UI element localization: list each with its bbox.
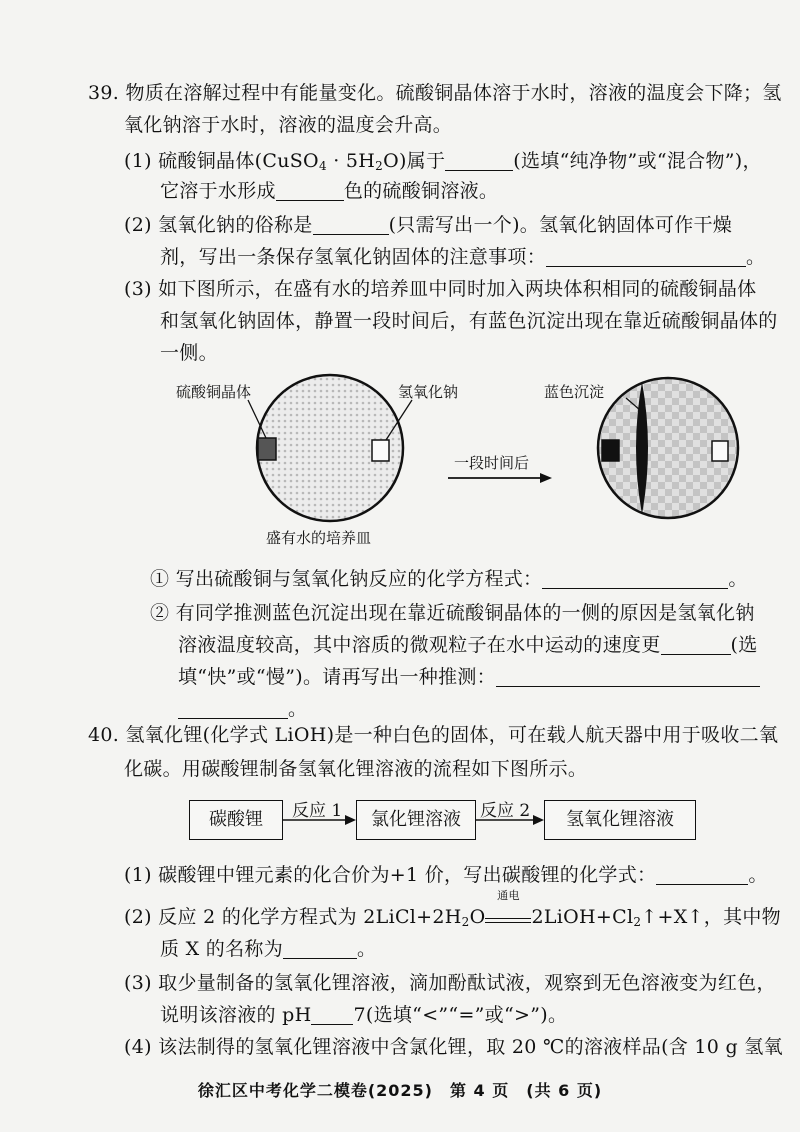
q40-part2 xyxy=(124,889,781,935)
q40-p2-rhs-pre: 2LiOH+Cl xyxy=(531,906,634,928)
q39-p1-post: O)属于 xyxy=(383,150,446,172)
q40-part3-line2 xyxy=(160,1002,567,1028)
flow-arrow-2-head xyxy=(533,815,544,825)
q39-sub2-l2-post: (选 xyxy=(730,634,758,656)
q40-p1-pre: (1) 碳酸锂中锂元素的化合价为+1 价，写出碳酸锂的化学式： xyxy=(124,864,657,886)
q40-p2-rhs-post: ↑+X↑，其中物 xyxy=(641,906,781,928)
q39-p2-pre: (2) 氢氧化钠的俗称是 xyxy=(124,214,313,236)
answer-blank-10[interactable] xyxy=(311,1004,353,1025)
q39-sub1-pre: ① 写出硫酸铜与氢氧化钠反应的化学方程式： xyxy=(150,568,543,590)
q39-sub2-line4 xyxy=(178,696,307,722)
q39-part3-line3: 一侧。 xyxy=(160,342,218,364)
q39-sub2-line2 xyxy=(178,632,758,658)
flow-box-lithium-hydroxide: 氢氧化锂溶液 xyxy=(544,800,696,840)
cuso4-crystal-after xyxy=(602,440,619,461)
reaction-condition xyxy=(485,889,531,923)
naoh-solid-after xyxy=(712,441,728,461)
q39-p2-l2-post: 。 xyxy=(746,246,766,268)
answer-blank-1[interactable] xyxy=(445,150,513,171)
time-arrow-head xyxy=(540,473,552,483)
q40-p2-sub: 2 xyxy=(461,915,470,929)
q40-p1-post: 。 xyxy=(748,864,768,886)
q39-sub2-line1: ② 有同学推测蓝色沉淀出现在靠近硫酸铜晶体的一侧的原因是氢氧化钠 xyxy=(150,602,755,624)
q40-part4-line1: (4) 该法制得的氢氧化锂溶液中含氯化锂，取 20 ℃的溶液样品(含 10 g 氢氧 xyxy=(124,1036,783,1058)
label-cuso4: 硫酸铜晶体 xyxy=(176,383,252,401)
q40-p2-rhs-sub: 2 xyxy=(633,915,642,929)
q39-part3-line2: 和氢氧化钠固体，静置一段时间后，有蓝色沉淀出现在靠近硫酸铜晶体的 xyxy=(160,310,778,332)
q39-p1-mid: · 5H xyxy=(326,150,376,172)
naoh-solid-before xyxy=(372,440,389,461)
q39-p2-l2-pre: 剂，写出一条保存氢氧化钠固体的注意事项： xyxy=(160,246,547,268)
answer-blank-4[interactable] xyxy=(546,246,746,267)
q40-p2-pre: (2) 反应 2 的化学方程式为 2LiCl+2H xyxy=(124,906,462,928)
q40-p3-l2-pre: 说明该溶液的 pH xyxy=(160,1004,312,1026)
answer-blank-9[interactable] xyxy=(283,938,357,959)
q39-part1-line2 xyxy=(160,178,498,204)
q39-part3-line1: (3) 如下图所示，在盛有水的培养皿中同时加入两块体积相同的硫酸铜晶体 xyxy=(124,278,757,300)
q40-p2-l2-post: 。 xyxy=(357,938,377,960)
q39-part2 xyxy=(124,212,732,238)
q40-p3-l2-post: 7(选填“<”“=”或“>”)。 xyxy=(353,1004,568,1026)
q39-p2-post: (只需写出一个)。氢氧化钠固体可作干燥 xyxy=(388,214,733,236)
q39-p1-l2-pre: 它溶于水形成 xyxy=(160,180,276,202)
cuso4-crystal-before xyxy=(258,438,276,460)
answer-blank-6[interactable] xyxy=(661,634,731,655)
q39-sub2-l4-post: 。 xyxy=(288,698,308,720)
flow-box-lithium-chloride: 氯化锂溶液 xyxy=(356,800,476,840)
q39-sub2-line3 xyxy=(178,664,760,690)
page-footer: 徐汇区中考化学二模卷(2025) 第 4 页 (共 6 页) xyxy=(197,1081,603,1100)
label-precipitate: 蓝色沉淀 xyxy=(544,383,605,401)
answer-blank-5[interactable] xyxy=(542,568,728,589)
flow-arrows xyxy=(0,800,800,842)
q39-sub2-l2-pre: 溶液温度较高，其中溶质的微观粒子在水中运动的速度更 xyxy=(178,634,661,656)
answer-blank-7-cont[interactable] xyxy=(178,698,288,719)
q39-p1-l2-post: 色的硫酸铜溶液。 xyxy=(343,180,499,202)
q40-stem-line1: 40. 氢氧化锂(化学式 LiOH)是一种白色的固体，可在载人航天器中用于吸收二氧 xyxy=(88,724,779,746)
q39-p1-sub4: 4 xyxy=(318,159,327,173)
q39-part1 xyxy=(124,148,762,179)
q40-p2-o: O xyxy=(469,906,486,928)
label-dish: 盛有水的培养皿 xyxy=(266,529,372,547)
q39-stem-line2: 氧化钠溶于水时，溶液的温度会升高。 xyxy=(124,114,453,136)
answer-blank-8[interactable] xyxy=(656,864,748,885)
q40-part3-line1: (3) 取少量制备的氢氧化锂溶液，滴加酚酞试液，观察到无色溶液变为红色， xyxy=(124,972,776,994)
q39-sub1-post: 。 xyxy=(728,568,748,590)
flow-box-lithium-carbonate: 碳酸锂 xyxy=(189,800,283,840)
label-after-time: 一段时间后 xyxy=(454,454,530,472)
flow-arrow-1-head xyxy=(345,815,356,825)
answer-blank-7[interactable] xyxy=(496,666,760,687)
q39-part2-line2 xyxy=(160,244,765,270)
q39-p1-sub2: 2 xyxy=(375,159,384,173)
answer-blank-3[interactable] xyxy=(313,214,389,235)
q40-p2-l2-pre: 质 X 的名称为 xyxy=(160,938,284,960)
q40-part1 xyxy=(124,862,768,888)
answer-blank-2[interactable] xyxy=(276,180,344,201)
q40-part2-line2 xyxy=(160,936,376,962)
q39-p1-hint: (选填“纯净物”或“混合物”)， xyxy=(513,150,762,172)
q40-stem-line2: 化碳。用碳酸锂制备氢氧化锂溶液的流程如下图所示。 xyxy=(124,758,588,780)
equals-sign xyxy=(485,918,531,923)
condition-electrolysis: 通电 xyxy=(497,889,520,902)
q39-sub2-l3-pre: 填“快”或“慢”)。请再写出一种推测： xyxy=(178,666,496,688)
flow-label-reaction2: 反应 2 xyxy=(480,801,531,821)
label-naoh: 氢氧化钠 xyxy=(398,383,459,401)
q39-p1-pre: (1) 硫酸铜晶体(CuSO xyxy=(124,150,319,172)
q39-stem-line1: 39. 物质在溶解过程中有能量变化。硫酸铜晶体溶于水时，溶液的温度会下降；氢 xyxy=(88,82,782,104)
flow-label-reaction1: 反应 1 xyxy=(292,801,343,821)
q39-sub1 xyxy=(150,566,748,592)
